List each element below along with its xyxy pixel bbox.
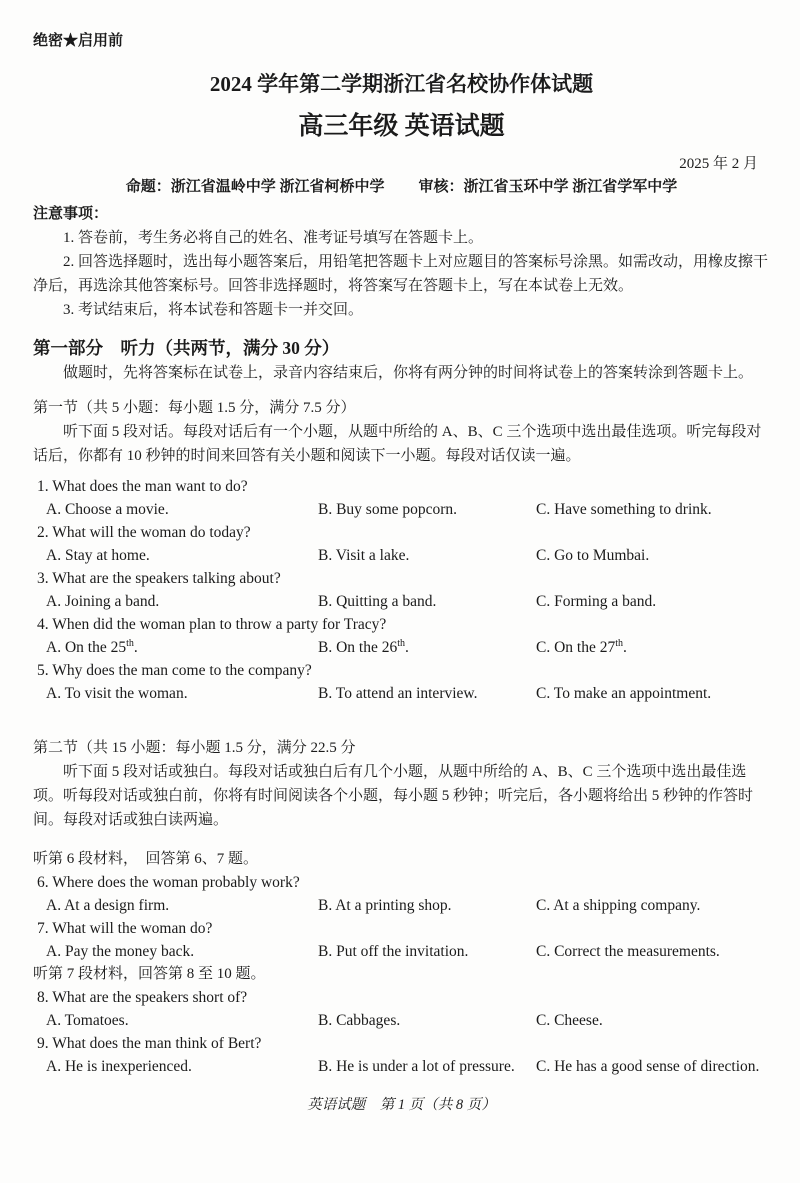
options-row [46,1055,770,1078]
option-b: B. At a printing shop. [318,897,452,914]
paper-title: 高三年级 英语试题 [298,113,505,140]
option-a: A. Choose a movie. [46,501,169,518]
options-row [46,590,770,613]
options-row [46,544,770,567]
ordinal-superscript: th [126,637,134,649]
option-b: B. Quitting a band. [318,593,437,610]
option-b: B. He is under a lot of pressure. [318,1058,515,1075]
question-text: 9. What does the man think of Bert? [37,1035,262,1052]
notice-heading: 注意事项： [33,206,109,222]
option-b: B. To attend an interview. [318,685,478,702]
question-text: 8. What are the speakers short of? [37,989,248,1006]
option-b: B. Buy some popcorn. [318,501,458,518]
options-row [46,940,770,963]
question-text: 4. When did the woman plan to throw a party for Tracy? [37,616,387,633]
option-a: A. He is inexperienced. [46,1058,192,1075]
option-c: C. Cheese. [536,1012,603,1029]
option-b: B. On the 26th. [318,637,409,656]
question-text: 6. Where does the woman probably work? [37,874,300,891]
setters-label: 命题：浙江省温岭中学 浙江省柯桥中学 [125,179,385,195]
notice-item-2: 2. 回答选择题时，选出每小题答案后，用铅笔把答题卡上对应题目的答案标号涂黑。如需改动，用橡皮擦干净后，再选涂其他答案标号。回答非选择题时，将答案写在答题卡上，写在本试卷上无效。 [33,254,769,294]
question-text: 7. What will the woman do? [37,920,213,937]
options-row [46,636,770,659]
section2-heading: 第二节（共 15 小题：每小题 1.5 分，满分 22.5 分 [33,740,356,756]
exam-date: 2025 年 2 月 [679,156,758,172]
options-row [46,1009,770,1032]
option-a: A. At a design firm. [46,897,170,914]
exam-title: 2024 学年第二学期浙江省名校协作体试题 [209,72,594,96]
ordinal-superscript: th [615,637,623,649]
option-a: A. Pay the money back. [46,943,195,960]
option-b: B. Put off the invitation. [318,943,469,960]
part1-intro: 做题时，先将答案标在试卷上，录音内容结束后，你将有两分钟的时间将试卷上的答案转涂到答题卡上。 [63,365,754,381]
option-c: C. On the 27th. [536,637,627,656]
options-row [46,894,770,917]
option-a: A. On the 25th. [46,637,138,656]
options-row [46,498,770,521]
part1-heading: 第一部分 听力（共两节，满分 30 分） [33,338,340,358]
option-c: C. He has a good sense of direction. [536,1058,760,1075]
section1-heading: 第一节（共 5 小题：每小题 1.5 分，满分 7.5 分） [33,400,356,416]
classification-label: 绝密★启用前 [33,33,124,49]
section2-intro: 听下面 5 段对话或独白。每段对话或独白后有几个小题，从题中所给的 A、B、C 三个选项中选出最佳选项。听每段对话或独白前，你将有时间阅读各个小题，每小题 5 秒钟；听完后，各小题将给出 5 秒钟的作答时间。每段对话或独白读两遍。 [33,764,754,828]
footer-page-label: 英语试题 第 1 页（共 8 页） [307,1097,496,1113]
question-1 [33,475,770,521]
question-5 [33,659,770,705]
question-6 [33,871,770,917]
notice-item-1: 1. 答卷前，考生务必将自己的姓名、准考证号填写在答题卡上。 [63,230,484,246]
question-8 [33,986,770,1032]
question-3 [33,567,770,613]
reviewers-label: 审核：浙江省玉环中学 浙江省学军中学 [418,179,678,195]
option-c: C. Forming a band. [536,593,657,610]
question-text: 2. What will the woman do today? [37,524,251,541]
material-7-heading: 听第 7 段材料，回答第 8 至 10 题。 [33,966,266,982]
option-a: A. To visit the woman. [46,685,188,702]
option-a: A. Joining a band. [46,593,160,610]
question-text: 1. What does the man want to do? [37,478,248,495]
question-text: 5. Why does the man come to the company? [37,662,312,679]
question-2 [33,521,770,567]
options-row [46,682,770,705]
question-9 [33,1032,770,1078]
section1-intro: 听下面 5 段对话。每段对话后有一个小题，从题中所给的 A、B、C 三个选项中选出最佳选项。听完每段对话后，你都有 10 秒钟的时间来回答有关小题和阅读下一小题。每段对话仅读一遍。 [33,424,762,464]
question-7 [33,917,770,963]
material-6-heading: 听第 6 段材料， 回答第 6、7 题。 [33,851,259,867]
option-c: C. Go to Mumbai. [536,547,650,564]
option-c: C. At a shipping company. [536,897,701,914]
option-b: B. Cabbages. [318,1012,401,1029]
question-text: 3. What are the speakers talking about? [37,570,281,587]
section1-questions [33,475,770,705]
option-b: B. Visit a lake. [318,547,410,564]
question-4 [33,613,770,659]
setters-reviewers-line [33,176,770,199]
ordinal-superscript: th [397,637,405,649]
option-a: A. Tomatoes. [46,1012,129,1029]
option-c: C. Correct the measurements. [536,943,720,960]
notice-item-3: 3. 考试结束后，将本试卷和答题卡一并交回。 [63,302,364,318]
option-a: A. Stay at home. [46,547,150,564]
option-c: C. Have something to drink. [536,501,712,518]
option-c: C. To make an appointment. [536,685,712,702]
